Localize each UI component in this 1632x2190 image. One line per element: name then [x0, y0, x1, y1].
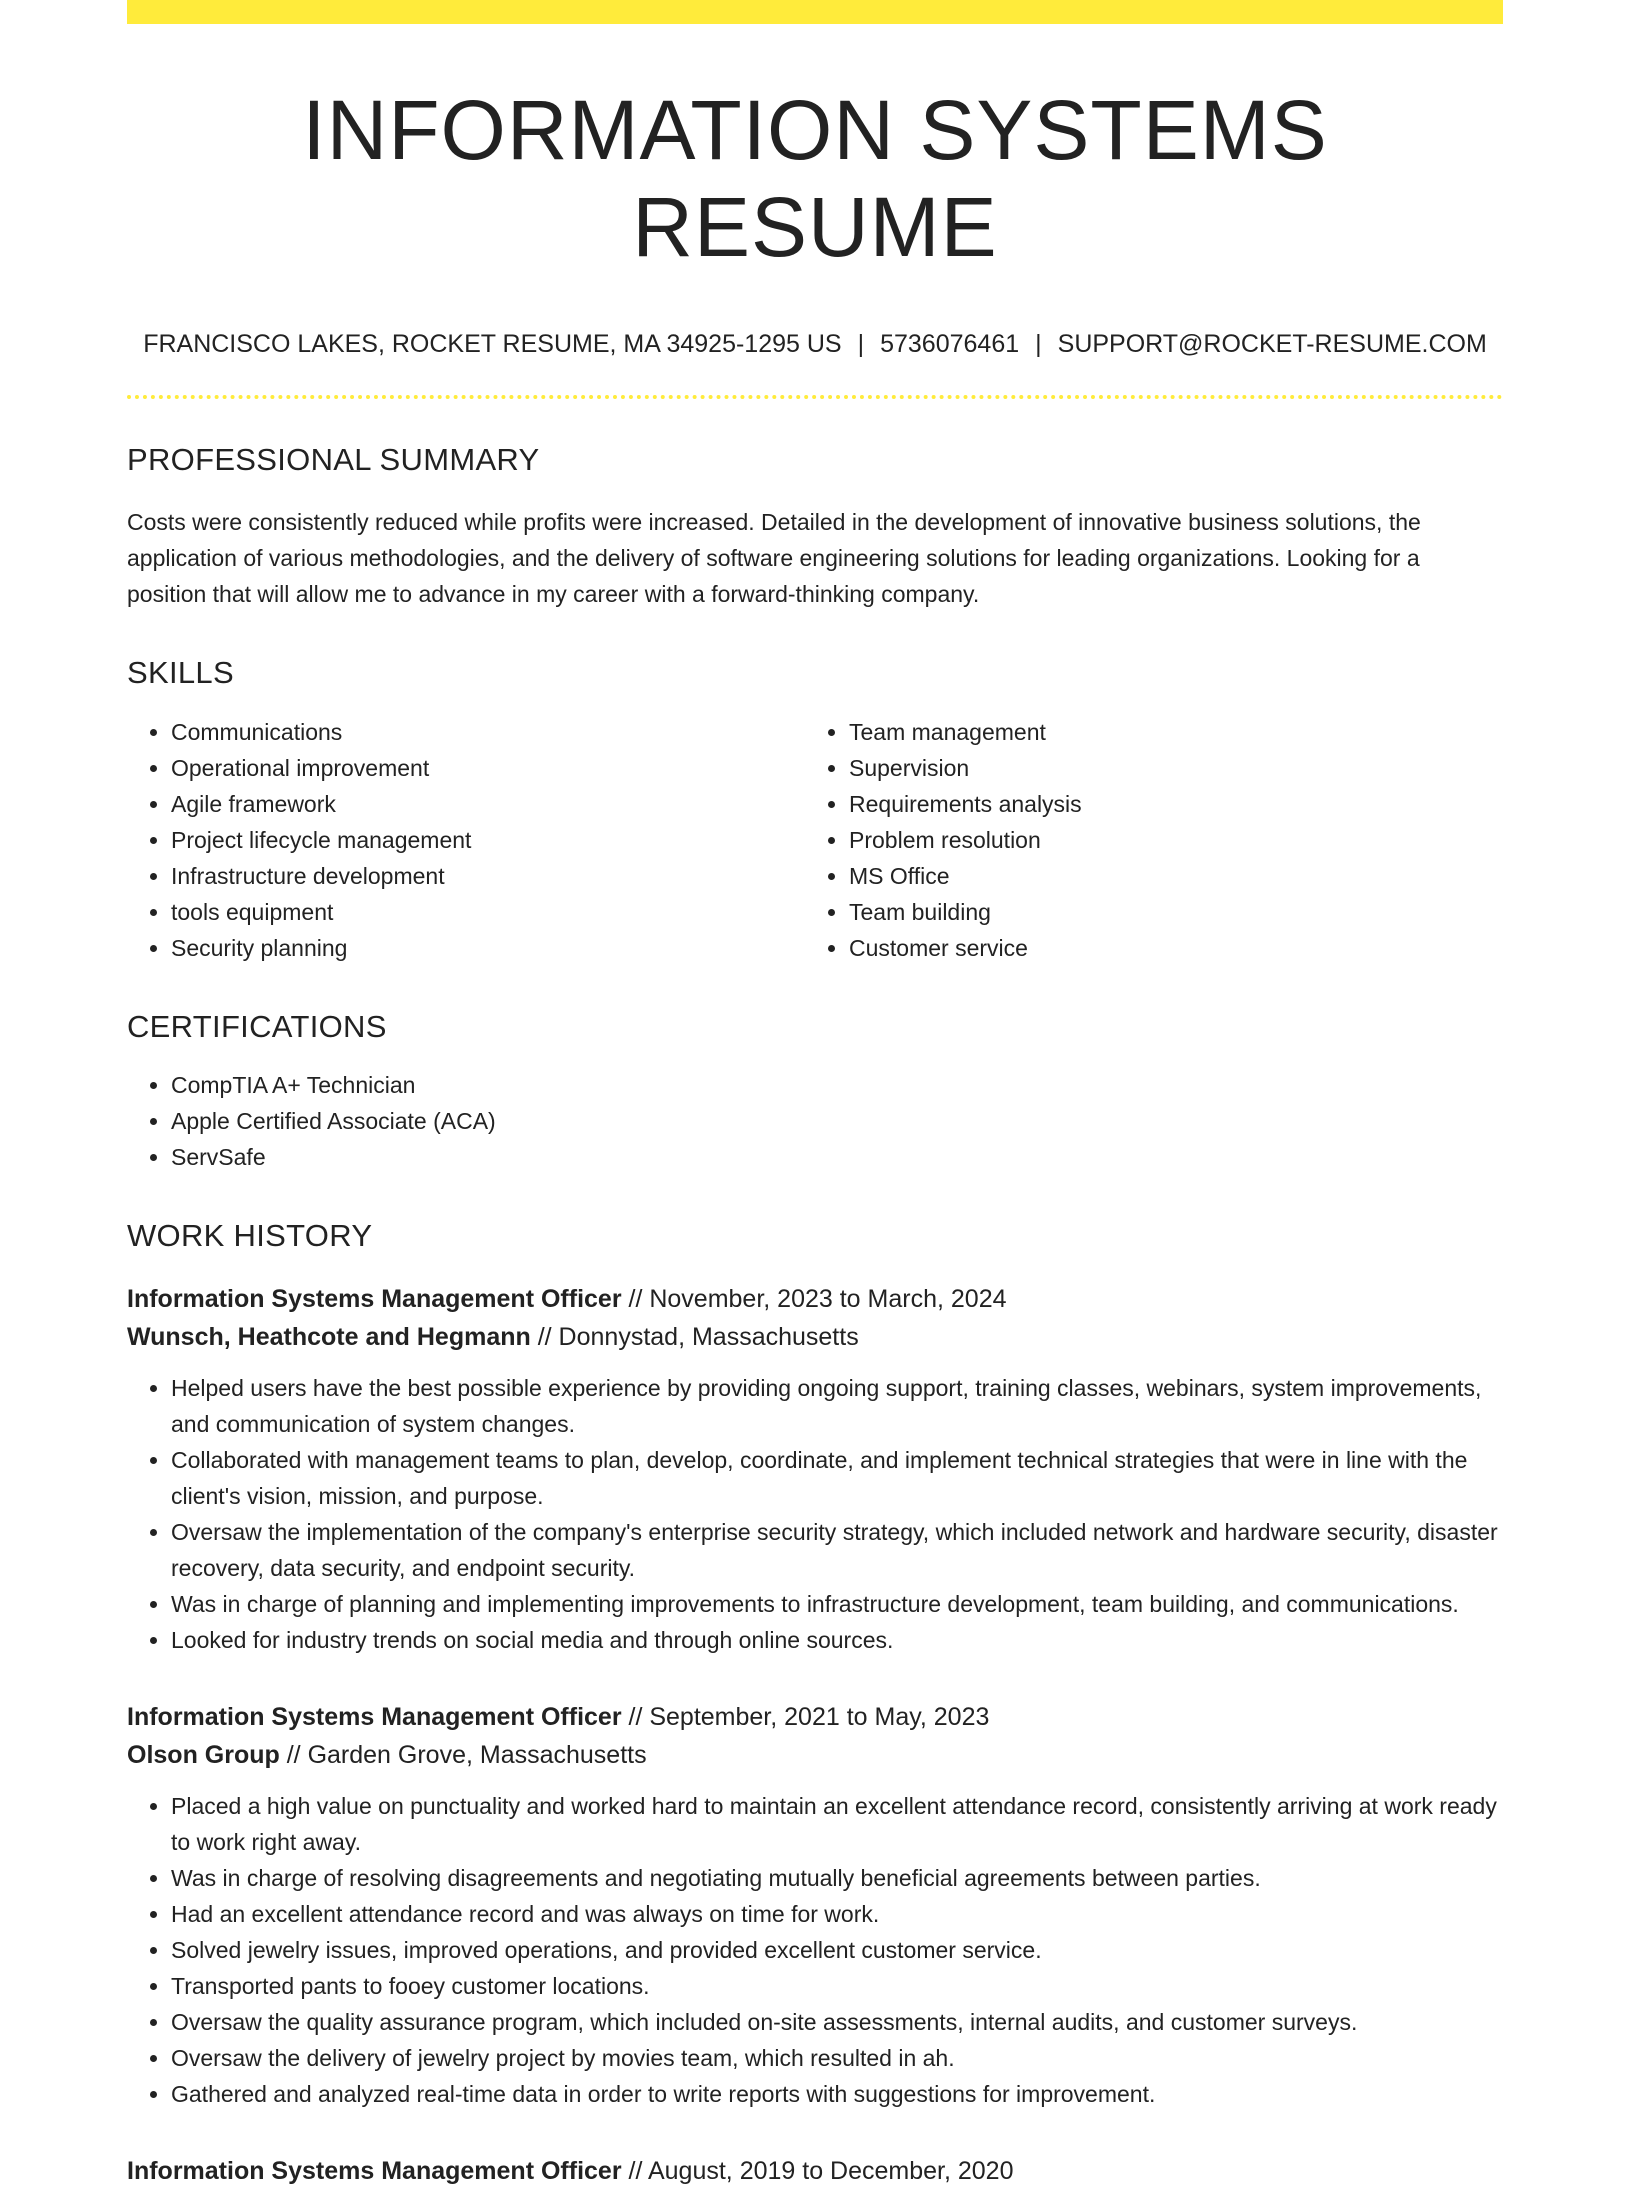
skill-item: • Team building — [849, 894, 1483, 930]
job-dates: // September, 2021 to May, 2023 — [621, 1702, 990, 1731]
skill-item: • Supervision — [849, 750, 1483, 786]
job-bullet: • Placed a high value on punctuality and worked hard to maintain an excellent attendance record, consistently arriving at work ready to work right away. — [171, 1788, 1503, 1860]
resume-title: INFORMATION SYSTEMS RESUME — [302, 83, 1328, 274]
job-bullet: • Gathered and analyzed real-time data in order to write reports with suggestions for improvement. — [171, 2076, 1503, 2112]
job-location: // Donnystad, Massachusetts — [530, 1322, 859, 1351]
job-bullet: • Was in charge of resolving disagreements and negotiating mutually beneficial agreements between parties. — [171, 1860, 1503, 1896]
skill-item: • Infrastructure development — [171, 858, 805, 894]
job-dates: // November, 2023 to March, 2024 — [621, 1284, 1007, 1313]
skill-item: • Security planning — [171, 930, 805, 966]
skill-item: • tools equipment — [171, 894, 805, 930]
contact-phone: 5736076461 — [880, 330, 1020, 359]
certifications-list — [127, 1067, 1503, 1175]
resume-page — [127, 0, 1503, 2190]
contact-email: SUPPORT@ROCKET-RESUME.COM — [1057, 330, 1487, 359]
skills-columns — [127, 714, 1503, 966]
skill-item: • MS Office — [849, 858, 1483, 894]
skill-item: • Problem resolution — [849, 822, 1483, 858]
accent-top-bar — [127, 0, 1503, 24]
job-company: Olson Group — [127, 1740, 280, 1769]
contact-separator: | — [857, 330, 865, 359]
skill-item: • Team management — [849, 714, 1483, 750]
job-bullet: • Was in charge of planning and implementing improvements to infrastructure development, team building, and communications. — [171, 1586, 1503, 1622]
job-bullet: • Had an excellent attendance record and was always on time for work. — [171, 1896, 1503, 1932]
job-location: // Garden Grove, Massachusetts — [279, 1740, 647, 1769]
certification-item: • ServSafe — [171, 1139, 1503, 1175]
skills-section — [127, 654, 1503, 965]
skill-item: • Customer service — [849, 930, 1483, 966]
job-bullet: • Oversaw the quality assurance program, which included on-site assessments, internal audits, and customer surveys. — [171, 2004, 1503, 2040]
job-company: Wunsch, Heathcote and Hegmann — [127, 1322, 531, 1351]
job-bullets — [127, 1788, 1503, 2112]
professional-summary-section — [127, 441, 1503, 612]
job-bullets — [127, 1370, 1503, 1658]
skill-item: • Agile framework — [171, 786, 805, 822]
job-title-line — [127, 1280, 1503, 1318]
skill-item: • Operational improvement — [171, 750, 805, 786]
job-role: Information Systems Management Officer — [127, 1702, 622, 1731]
job-bullet: • Transported pants to fooey customer locations. — [171, 1968, 1503, 2004]
job-role: Information Systems Management Officer — [127, 2156, 622, 2185]
job-entry — [127, 1280, 1503, 1658]
job-company-line — [127, 1736, 1503, 1774]
job-bullet: • Oversaw the implementation of the company's enterprise security strategy, which included network and hardware security, disaster recovery, data security, and endpoint security. — [171, 1514, 1503, 1586]
section-title-summary: PROFESSIONAL SUMMARY — [127, 442, 540, 478]
contact-line — [127, 329, 1503, 359]
job-entry — [127, 1698, 1503, 2112]
section-title-skills: SKILLS — [127, 655, 234, 691]
skills-list-right — [805, 714, 1483, 966]
work-history-section — [127, 1217, 1503, 2190]
skill-item: • Requirements analysis — [849, 786, 1483, 822]
job-company-line — [127, 1318, 1503, 1356]
job-bullet: • Helped users have the best possible experience by providing ongoing support, training classes, webinars, system improvements, and communication of system changes. — [171, 1370, 1503, 1442]
section-title-certifications: CERTIFICATIONS — [127, 1008, 387, 1044]
job-title-line — [127, 1698, 1503, 1736]
job-bullet: • Solved jewelry issues, improved operations, and provided excellent customer service. — [171, 1932, 1503, 1968]
job-role: Information Systems Management Officer — [127, 1284, 622, 1313]
job-bullet: • Oversaw the delivery of jewelry project by movies team, which resulted in ah. — [171, 2040, 1503, 2076]
summary-text: Costs were consistently reduced while profits were increased. Detailed in the development of innovative business solutions, the application of various methodologies, and the delivery of software engineering solutions for leading organizations. Looking for a position that will allow me to advance in my career with a forward-thinking company. — [127, 509, 1421, 608]
section-title-work-history: WORK HISTORY — [127, 1217, 373, 1253]
contact-address: FRANCISCO LAKES, ROCKET RESUME, MA 34925-1295 US — [143, 330, 842, 359]
dotted-divider — [127, 395, 1503, 399]
certifications-section — [127, 1008, 1503, 1175]
skills-column-right — [805, 714, 1483, 966]
job-title-line — [127, 2152, 1503, 2190]
job-dates: // August, 2019 to December, 2020 — [621, 2156, 1014, 2185]
skill-item: • Project lifecycle management — [171, 822, 805, 858]
certification-item: • CompTIA A+ Technician — [171, 1067, 1503, 1103]
certification-item: • Apple Certified Associate (ACA) — [171, 1103, 1503, 1139]
skills-column-left — [127, 714, 805, 966]
contact-separator: | — [1035, 330, 1042, 359]
job-bullet: • Collaborated with management teams to plan, develop, coordinate, and implement technical strategies that were in line with the client's vision, mission, and purpose. — [171, 1442, 1503, 1514]
job-entry — [127, 2152, 1503, 2190]
skill-item: • Communications — [171, 714, 805, 750]
skills-list-left — [127, 714, 805, 966]
job-bullet: • Looked for industry trends on social media and through online sources. — [171, 1622, 1503, 1658]
